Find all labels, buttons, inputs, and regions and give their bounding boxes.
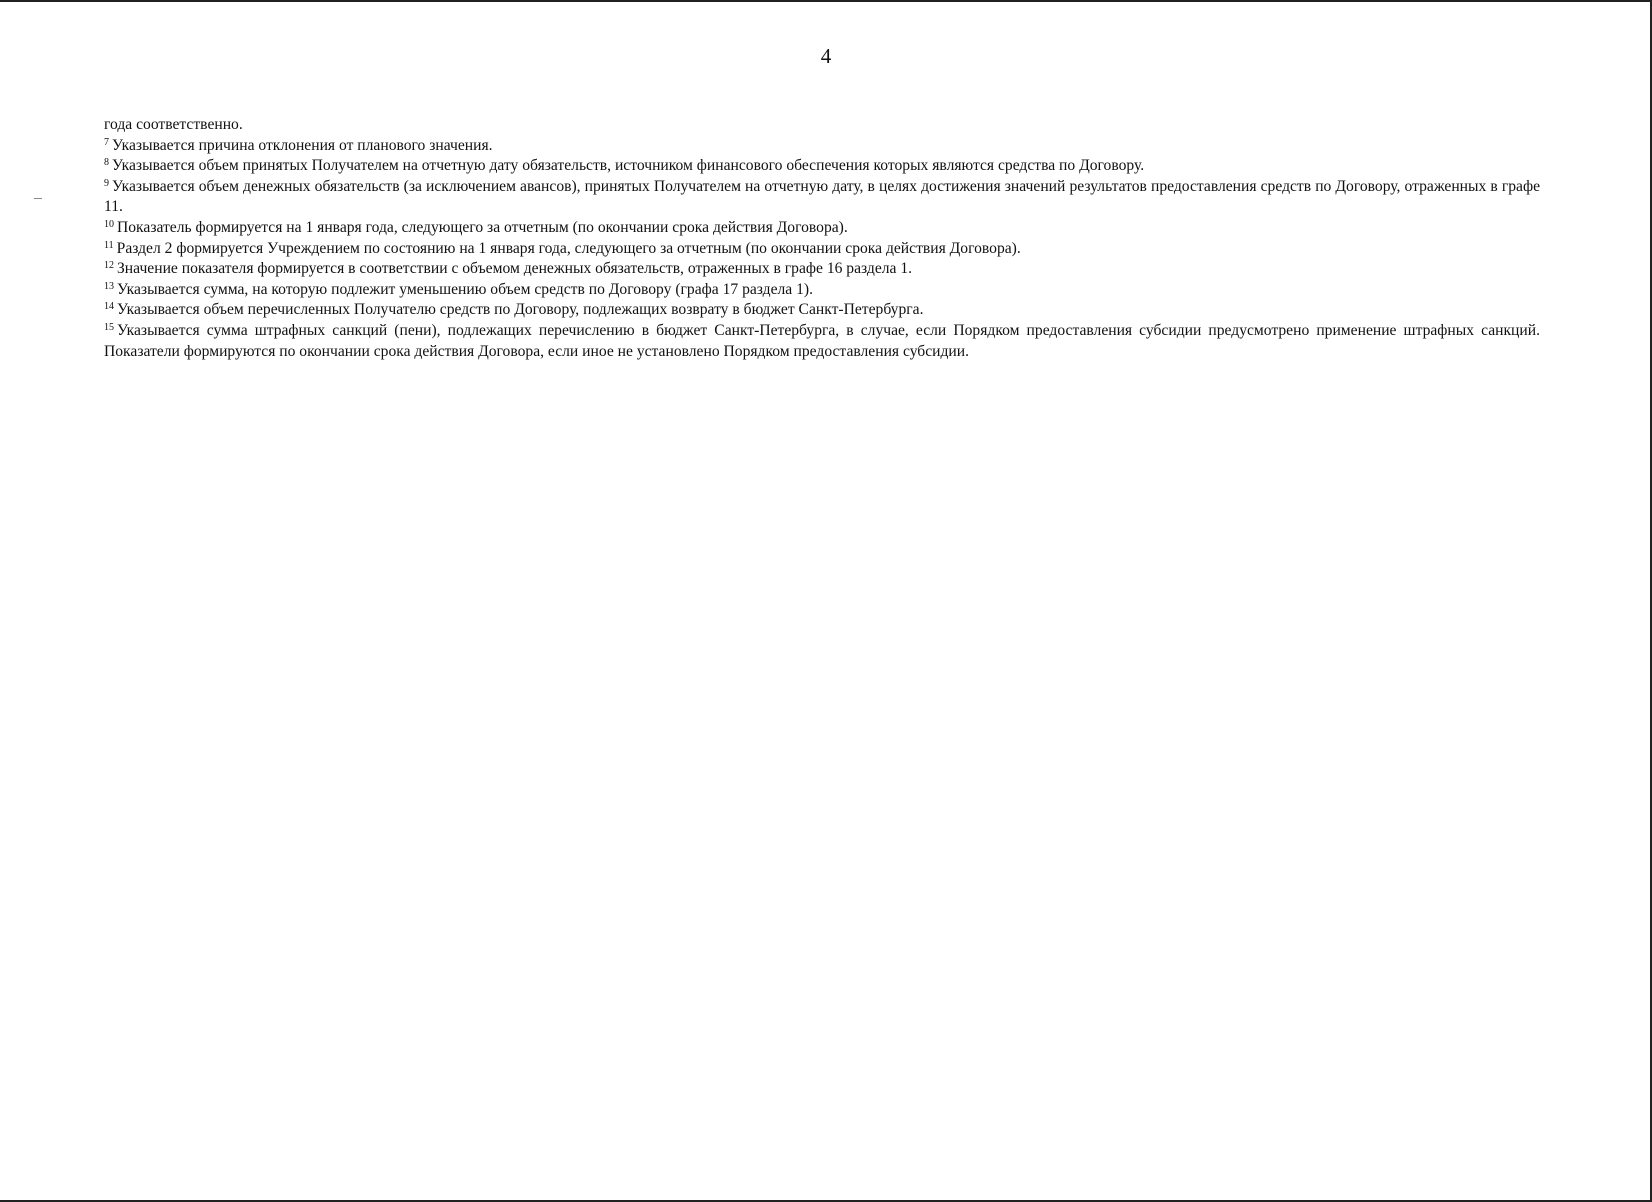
footnote-text: Указывается сумма штрафных санкций (пени), подлежащих перечислению в бюджет Санкт-Петербурга, в случае, если Порядком предоставления субсидии предусмотрено применение штрафных санкций. Показатели формируются по окончании срока действия Договора, если иное не установлено Порядком предоставления субсидии. [104, 321, 1540, 360]
footnote-15 [104, 321, 1540, 362]
footnote-number: 15 [104, 321, 114, 333]
footnote-text: Указывается объем денежных обязательств (за исключением авансов), принятых Получателем на отчетную дату, в целях достижения значений результатов предоставления средств по Договору, отраженных в графе 11. [104, 177, 1540, 216]
footnote-number: 7 [104, 136, 109, 148]
continuation-text: года соответственно. [104, 116, 243, 133]
footnote-text: Раздел 2 формируется Учреждением по состоянию на 1 января года, следующего за отчетным (по окончании срока действия Договора). [116, 239, 1021, 257]
footnote-8 [104, 156, 1540, 177]
footnotes-block [104, 115, 1540, 362]
footnote-12 [104, 259, 1540, 280]
footnote-11 [104, 239, 1540, 260]
footnote-text: Указывается объем принятых Получателем на отчетную дату обязательств, источником финансового обеспечения которых являются средства по Договору. [112, 157, 1145, 175]
footnote-text: Указывается причина отклонения от планового значения. [112, 136, 493, 154]
footnote-13 [104, 280, 1540, 301]
footnote-text: Указывается объем перечисленных Получателю средств по Договору, подлежащих возврату в бюджет Санкт-Петербурга. [117, 301, 924, 319]
footnote-text: Показатель формируется на 1 января года, следующего за отчетным (по окончании срока действия Договора). [117, 218, 848, 236]
footnote-14 [104, 300, 1540, 321]
footnote-text: Указывается сумма, на которую подлежит уменьшению объем средств по Договору (графа 17 раздела 1). [117, 280, 814, 298]
footnote-10 [104, 218, 1540, 239]
page-number: 4 [820, 44, 832, 68]
footnote-number: 13 [104, 280, 114, 292]
footnote-number: 10 [104, 218, 114, 230]
footnote-text: Значение показателя формируется в соответствии с объемом денежных обязательств, отраженных в графе 16 раздела 1. [117, 260, 913, 278]
footnote-number: 8 [104, 157, 109, 169]
margin-mark [34, 198, 42, 199]
footnote-7 [104, 136, 1540, 157]
footnote-9 [104, 177, 1540, 218]
footnote-number: 11 [104, 239, 114, 251]
footnote-number: 12 [104, 260, 114, 272]
footnote-number: 14 [104, 301, 114, 313]
footnote-number: 9 [104, 177, 109, 189]
